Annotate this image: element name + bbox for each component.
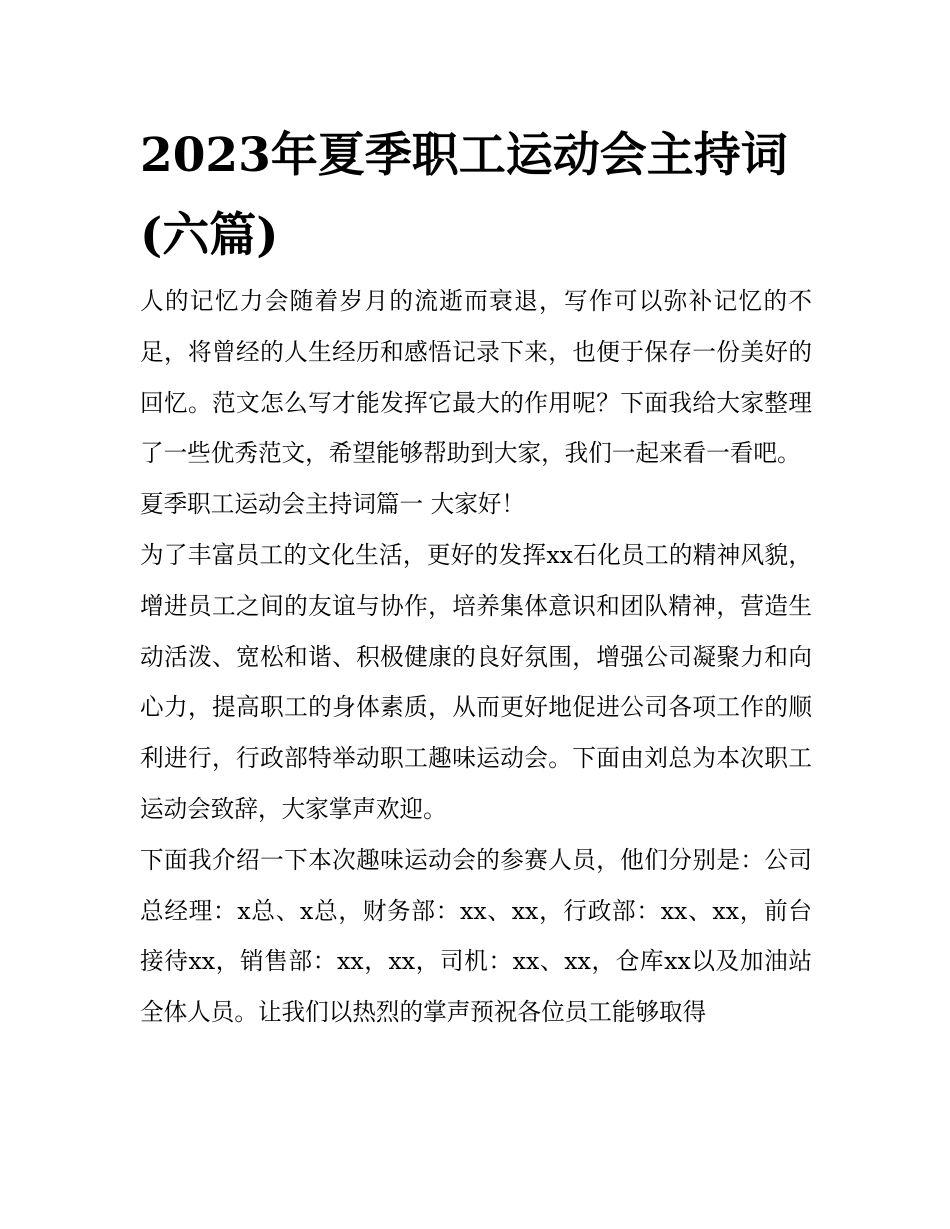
document-title: 2023年夏季职工运动会主持词(六篇)	[140, 128, 788, 263]
paragraph-section-heading: 夏季职工运动会主持词篇一 大家好！	[140, 490, 525, 519]
document-body	[140, 276, 812, 1038]
paragraph-purpose: 为了丰富员工的文化生活，更好的发挥xx石化员工的精神风貌，增进员工之间的友谊与协作，培养集体意识和团队精神，营造生动活泼、宽松和谐、积极健康的良好氛围，增强公司凝聚力和向心力，提高职工的身体素质，从而更好地促进公司各项工作的顺利进行，行政部特举动职工趣味运动会。下面由刘总为本次职工运动会致辞，大家掌声欢迎。	[140, 540, 812, 823]
paragraph-participants: 下面我介绍一下本次趣味运动会的参赛人员，他们分别是：公司总经理：x总、x总，财务部：xx、xx，行政部：xx、xx，前台接待xx，销售部：xx，xx，司机：xx、xx，仓库xx以及加油站全体人员。让我们以热烈的掌声预祝各位员工能够取得	[140, 845, 812, 1027]
paragraph-intro: 人的记忆力会随着岁月的流逝而衰退，写作可以弥补记忆的不足，将曾经的人生经历和感悟记录下来，也便于保存一份美好的回忆。范文怎么写才能发挥它最大的作用呢？下面我给大家整理了一些优秀范文，希望能够帮助到大家，我们一起来看一看吧。	[140, 287, 812, 468]
